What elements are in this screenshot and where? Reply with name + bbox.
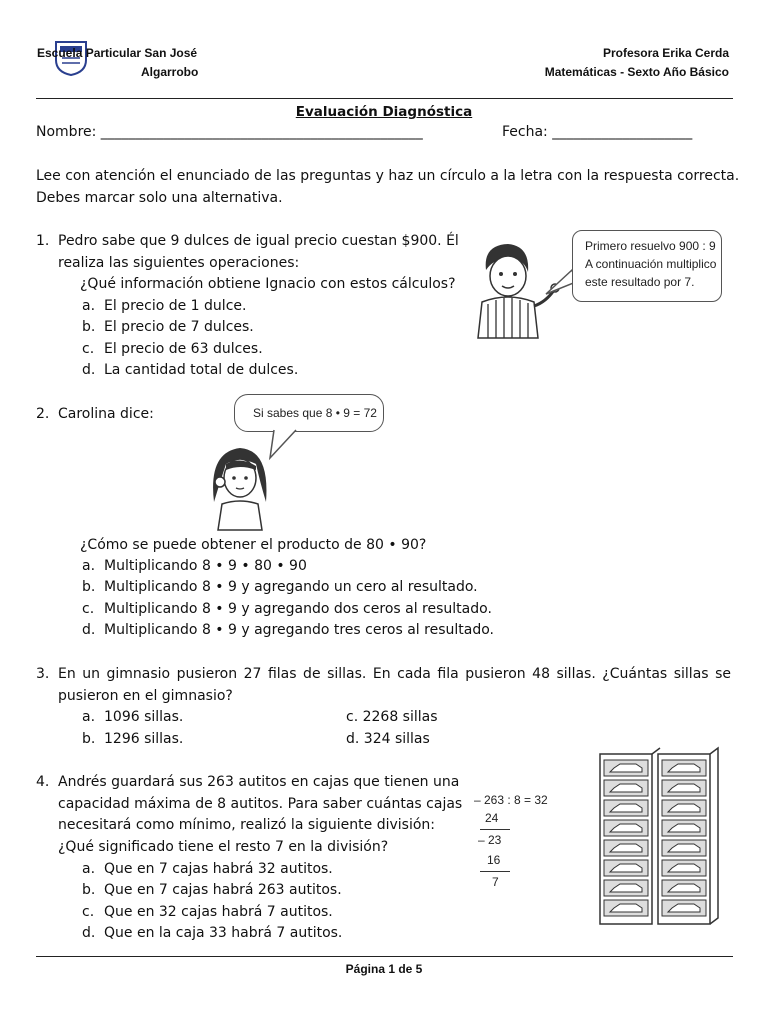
q1-stem-1: Pedro sabe que 9 dulces de igual precio cuestan $900. Él [58,233,459,249]
q4-stem-2: capacidad máxima de 8 autitos. Para saber cuántas cajas [58,796,463,812]
toy-car-boxes-illustration [598,752,724,928]
q1-option-c-letter[interactable]: c. [82,341,95,357]
q4-stem-3: necesitará como mínimo, realizó la siguiente división: [58,817,436,833]
division-line-5: 7 [492,875,499,889]
q2-option-b: Multiplicando 8 • 9 y agregando un cero al resultado. [104,579,478,595]
q2-stem: Carolina dice: [58,406,154,422]
q1-speech-bubble [572,230,722,302]
page-title: Evaluación Diagnóstica [295,104,473,120]
subject-line: Matemáticas - Sexto Año Básico [544,65,729,79]
q2-option-a-letter[interactable]: a. [82,558,96,574]
q1-bubble-line-2: A continuación multiplico [585,257,717,271]
q3-option-a: 1096 sillas. [104,709,184,725]
q3-option-d[interactable]: d. 324 sillas [346,731,430,747]
q1-option-b-letter[interactable]: b. [82,319,96,335]
q3-stem-2: pusieron en el gimnasio? [58,688,233,704]
q1-option-a-letter[interactable]: a. [82,298,96,314]
q2-speech-bubble: Si sabes que 8 • 9 = 72 [234,394,384,432]
division-line-1: – 263 : 8 = 32 [474,793,548,807]
q1-stem-2: realiza las siguientes operaciones: [58,255,300,271]
q1-option-b: El precio de 7 dulces. [104,319,254,335]
division-line-3: – 23 [478,833,502,847]
q4-option-d: Que en la caja 33 habrá 7 autitos. [104,925,343,941]
q1-option-d-letter[interactable]: d. [82,362,96,378]
q1-bubble-line-1: Primero resuelvo 900 : 9 [585,239,716,253]
school-name: Escuela Particular San José [37,46,198,60]
q2-option-b-letter[interactable]: b. [82,579,96,595]
q2-option-c: Multiplicando 8 • 9 y agregando dos ceros al resultado. [104,601,492,617]
instructions-line-1: Lee con atención el enunciado de las preguntas y haz un círculo a la letra con la respuesta correcta. [36,168,740,184]
q4-number: 4. [36,774,50,790]
q4-option-c-letter[interactable]: c. [82,904,95,920]
q2-option-c-letter[interactable]: c. [82,601,95,617]
q3-number: 3. [36,666,50,682]
name-field[interactable]: Nombre: ______________________________________________ [36,124,423,140]
page-number: Página 1 de 5 [345,962,423,976]
instructions-line-2: Debes marcar solo una alternativa. [36,190,283,206]
q3-option-b: 1296 sillas. [104,731,184,747]
q1-option-a: El precio de 1 dulce. [104,298,247,314]
q3-option-a-letter[interactable]: a. [82,709,96,725]
q1-option-c: El precio de 63 dulces. [104,341,263,357]
division-rule-1 [480,829,510,830]
division-line-4: 16 [487,853,501,867]
q2-option-d: Multiplicando 8 • 9 y agregando tres ceros al resultado. [104,622,494,638]
header-divider [36,98,733,99]
q2-question: ¿Cómo se puede obtener el producto de 80 • 90? [80,537,427,553]
q4-question: ¿Qué significado tiene el resto 7 en la división? [58,839,389,855]
division-rule-2 [480,871,510,872]
division-line-2: 24 [485,811,499,825]
q3-option-b-letter[interactable]: b. [82,731,96,747]
school-location: Algarrobo [141,65,199,79]
q4-option-b-letter[interactable]: b. [82,882,96,898]
q1-question: ¿Qué información obtiene Ignacio con estos cálculos? [80,276,456,292]
q4-stem-1: Andrés guardará sus 263 autitos en cajas que tienen una [58,774,460,790]
q4-option-a: Que en 7 cajas habrá 32 autitos. [104,861,333,877]
q1-option-d: La cantidad total de dulces. [104,362,299,378]
q1-number: 1. [36,233,50,249]
q1-bubble-line-3: este resultado por 7. [585,275,695,289]
q4-option-c: Que en 32 cajas habrá 7 autitos. [104,904,333,920]
girl-illustration [204,442,274,532]
footer-divider [36,956,733,957]
q3-option-c[interactable]: c. 2268 sillas [346,709,438,725]
q4-option-d-letter[interactable]: d. [82,925,96,941]
teacher-name: Profesora Erika Cerda [602,46,729,60]
q2-option-d-letter[interactable]: d. [82,622,96,638]
q4-option-a-letter[interactable]: a. [82,861,96,877]
date-field[interactable]: Fecha: ____________________ [502,124,693,140]
q3-stem-1: En un gimnasio pusieron 27 filas de sillas. En cada fila pusieron 48 sillas. ¿Cuántas sillas se [58,666,731,682]
q4-option-b: Que en 7 cajas habrá 263 autitos. [104,882,342,898]
q2-number: 2. [36,406,50,422]
q2-option-a: Multiplicando 8 • 9 • 80 • 90 [104,558,307,574]
